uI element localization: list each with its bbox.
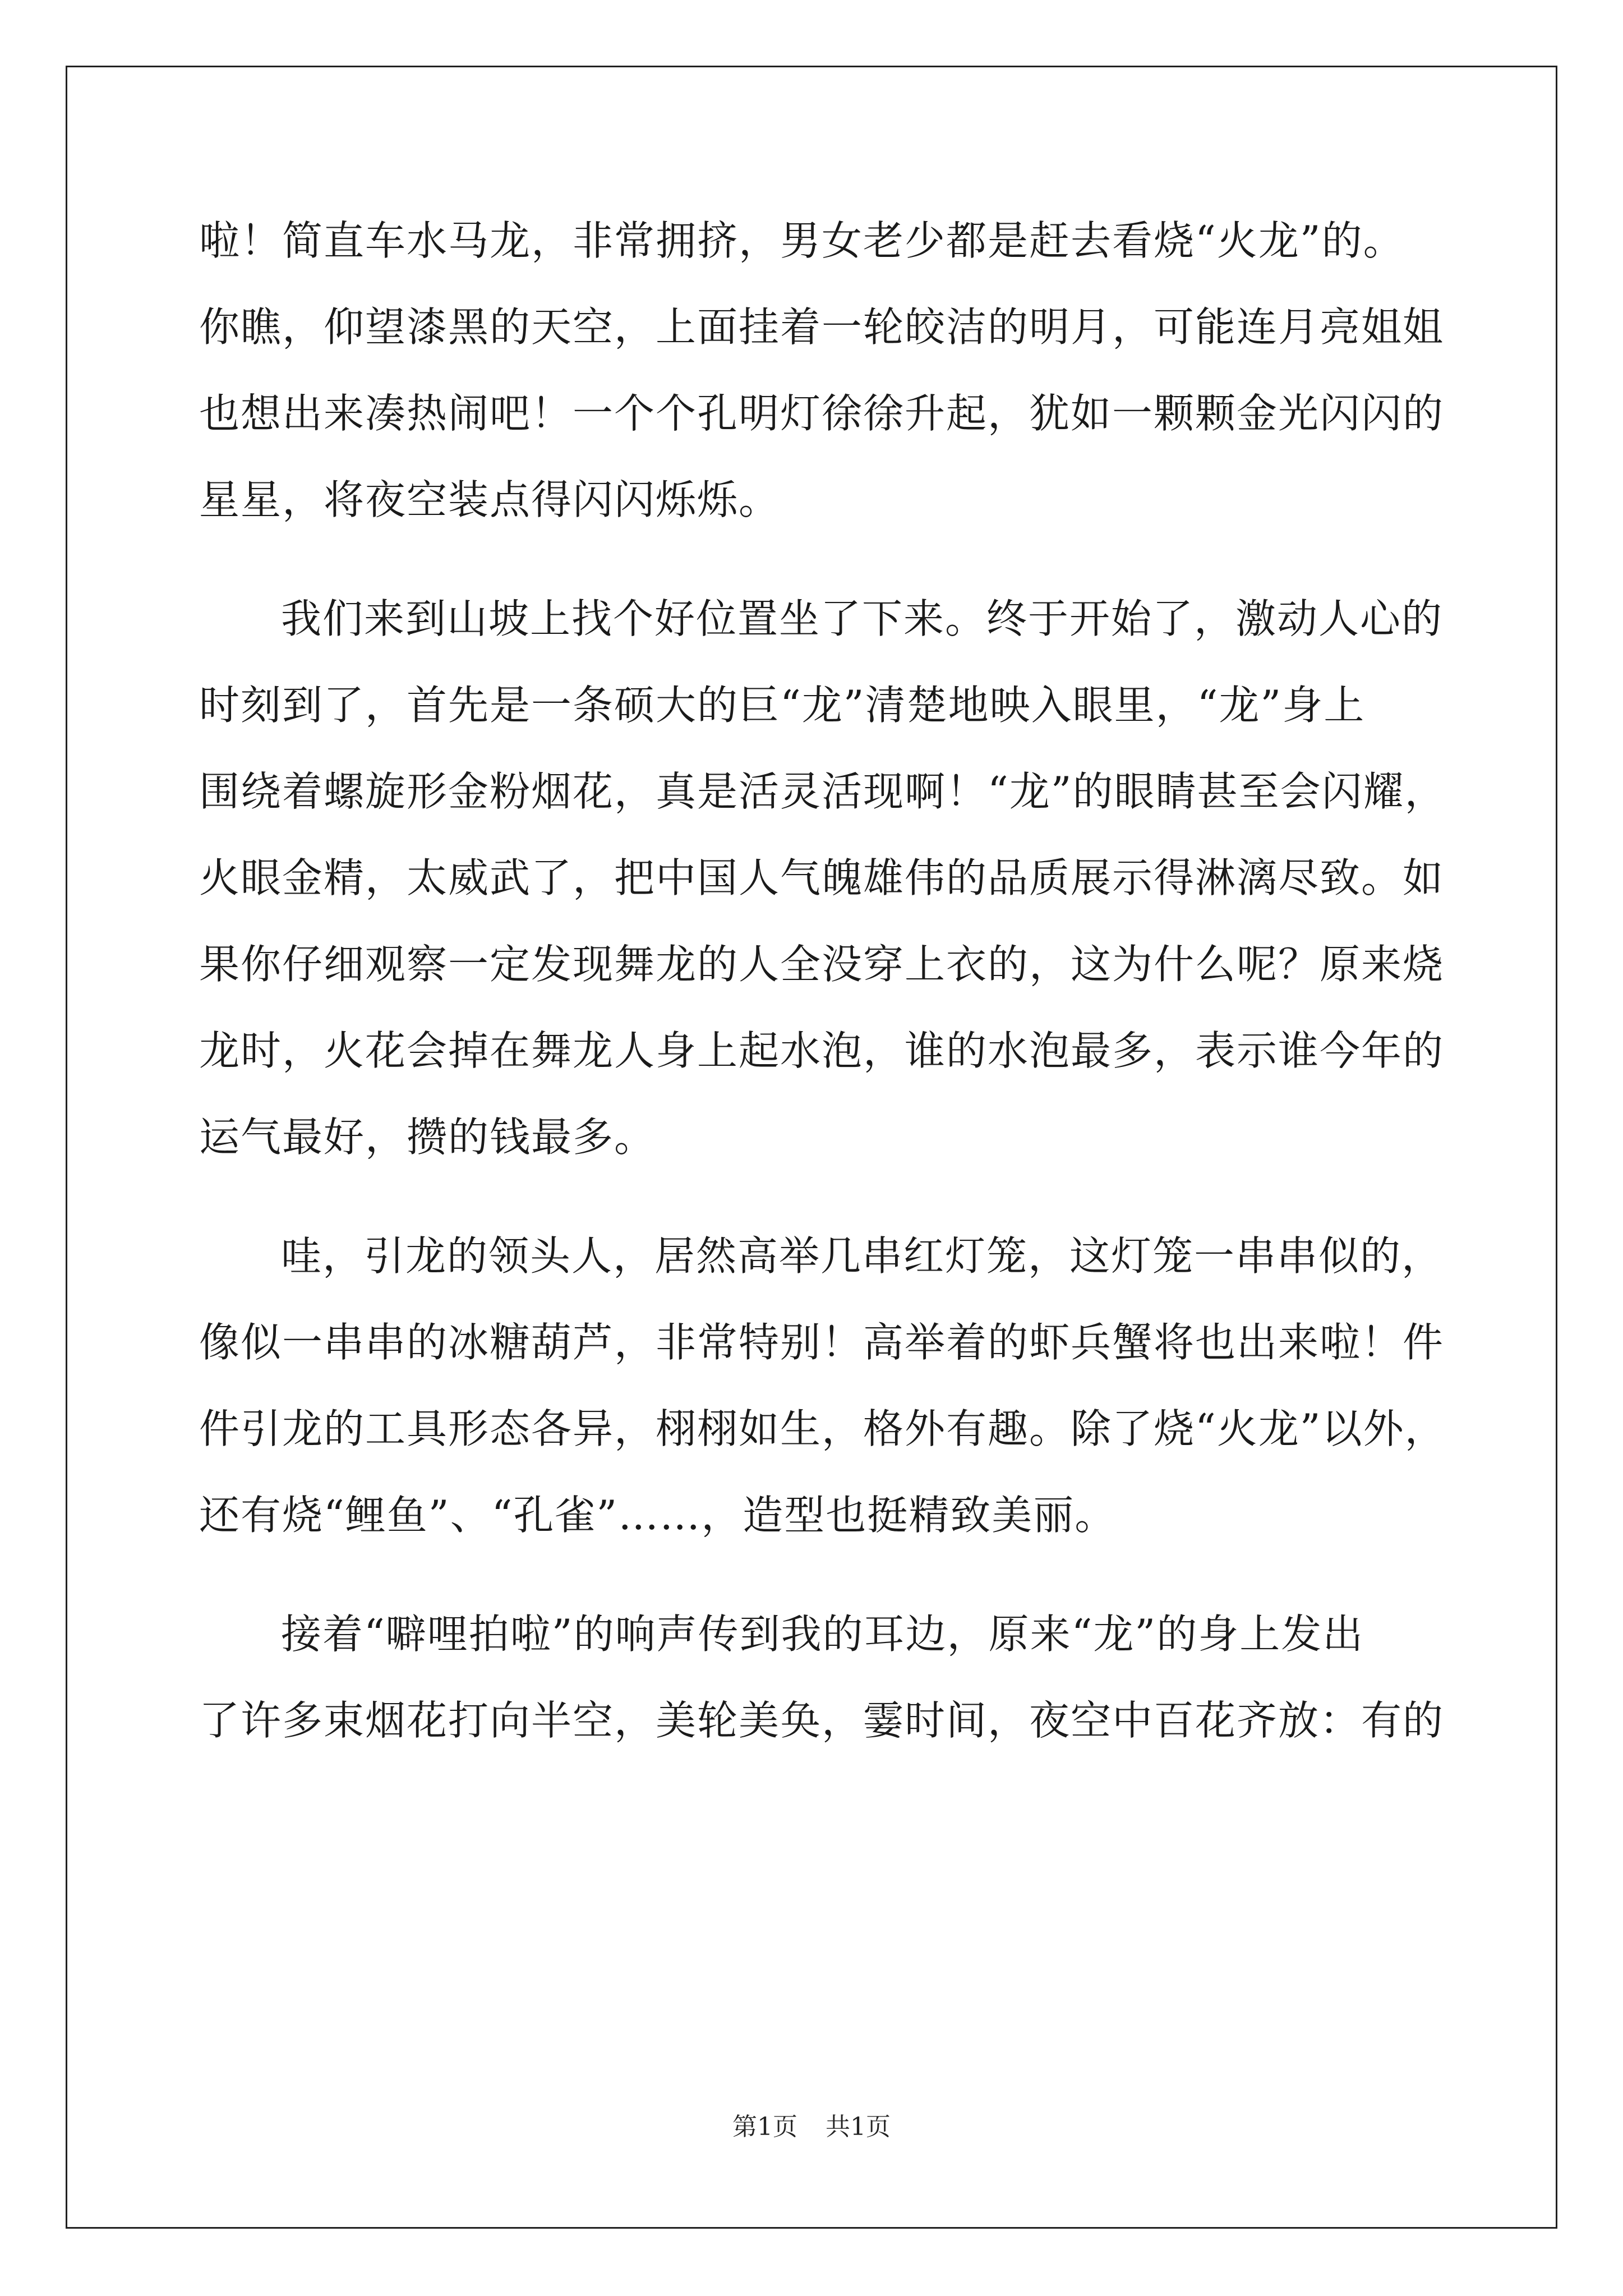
text-line: 时刻到了，首先是一条硕大的巨“龙”清楚地映入眼里，“龙”身上 <box>199 682 1366 729</box>
page-total: 共1页 <box>826 2113 891 2141</box>
paragraph <box>199 1213 1446 1558</box>
text-line: 还有烧“鲤鱼”、“孔雀”……，造型也挺精致美丽。 <box>199 1492 1117 1539</box>
document-body <box>199 197 1446 1764</box>
text-line: 了许多束烟花打向半空，美轮美奂，霎时间，夜空中百花齐放：有的 <box>199 1697 1445 1744</box>
text-line: 你瞧，仰望漆黑的天空，上面挂着一轮皎洁的明月，可能连月亮姐姐 <box>199 303 1445 351</box>
text-line: 围绕着螺旋形金粉烟花，真是活灵活现啊！“龙”的眼睛甚至会闪耀， <box>199 768 1446 815</box>
text-line: 接着“噼哩拍啦”的响声传到我的耳边，原来“龙”的身上发出 <box>281 1611 1364 1658</box>
text-line: 像似一串串的冰糖葫芦，非常特别！高举着的虾兵蟹将也出来啦！件 <box>199 1319 1445 1366</box>
paragraph <box>199 576 1446 1180</box>
text-line: 果你仔细观察一定发现舞龙的人全没穿上衣的，这为什么呢？原来烧 <box>199 941 1445 988</box>
paragraph <box>199 1591 1445 1764</box>
text-line: 啦！简直车水马龙，非常拥挤，男女老少都是赶去看烧“火龙”的。 <box>199 217 1405 264</box>
page-number: 第1页 <box>732 2113 797 2141</box>
text-line: 哇，引龙的领头人，居然高举几串红灯笼，这灯笼一串串似的， <box>281 1232 1444 1280</box>
text-line: 星星，将夜空装点得闪闪烁烁。 <box>199 476 781 523</box>
text-line: 我们来到山坡上找个好位置坐了下来。终于开始了，激动人心的 <box>281 595 1444 642</box>
text-line: 件引龙的工具形态各异，栩栩如生，格外有趣。除了烧“火龙”以外， <box>199 1405 1446 1452</box>
text-line: 也想出来凑热闹吧！一个个孔明灯徐徐升起，犹如一颗颗金光闪闪的 <box>199 390 1445 437</box>
text-line: 火眼金精，太威武了，把中国人气魄雄伟的品质展示得淋漓尽致。如 <box>199 854 1445 901</box>
text-line: 运气最好，攒的钱最多。 <box>199 1114 656 1161</box>
page-footer <box>0 2110 1623 2144</box>
text-line: 龙时，火花会掉在舞龙人身上起水泡，谁的水泡最多，表示谁今年的 <box>199 1027 1445 1074</box>
paragraph <box>199 197 1445 543</box>
